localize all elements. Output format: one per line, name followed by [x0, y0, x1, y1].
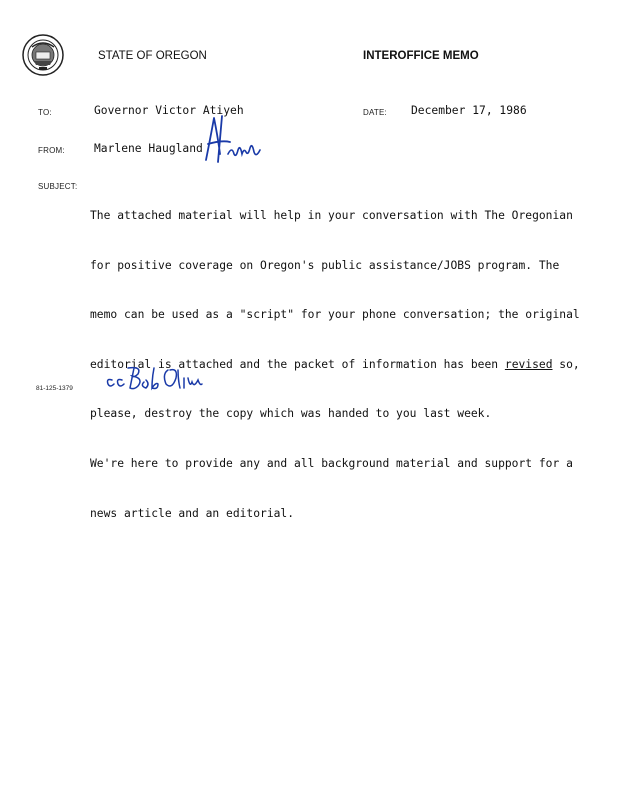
body-line-4-text: editorial is attached and the packet of information has been [90, 357, 505, 371]
body-line-2: for positive coverage on Oregon's public assistance/JOBS program. The [90, 258, 560, 272]
body-line-5: please, destroy the copy which was handed to you last week. [90, 407, 492, 421]
body-line-6: We're here to provide any and all background material and support for a [90, 456, 573, 470]
body-line-7: news article and an editorial. [90, 506, 295, 520]
memo-title: INTEROFFICE MEMO [363, 50, 479, 62]
to-label: TO: [38, 108, 52, 117]
from-label: FROM: [38, 146, 65, 155]
date-label: DATE: [363, 108, 387, 117]
oregon-seal-icon [22, 34, 64, 76]
body-line-1: The attached material will help in your conversation with The Oregonian [90, 209, 573, 222]
form-number: 81-125-1379 [36, 385, 73, 392]
signature-marlene [200, 110, 266, 168]
from-value: Marlene Haugland [94, 142, 203, 155]
body-line-4-end: so, [552, 357, 580, 371]
to-value: Governor Victor Atiyeh [94, 104, 244, 117]
body-line-3: memo can be used as a "script" for your phone conversation; the original [90, 308, 580, 322]
cc-handwritten-note [104, 360, 204, 392]
state-header: STATE OF OREGON [98, 50, 207, 62]
revised-word: revised [504, 357, 553, 371]
date-value: December 17, 1986 [411, 104, 527, 117]
subject-label: SUBJECT: [38, 182, 78, 191]
